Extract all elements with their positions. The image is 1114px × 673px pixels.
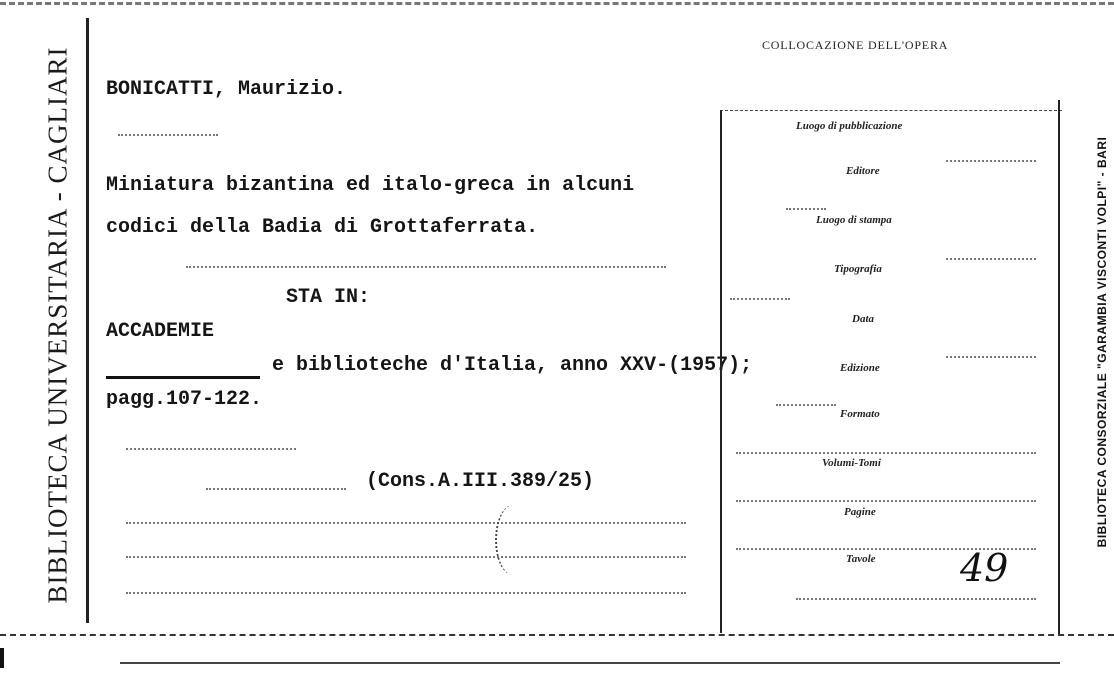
collocazione-header: COLLOCAZIONE DELL'OPERA [762, 38, 949, 52]
author: BONICATTI, Maurizio. [106, 78, 347, 101]
dotted-line [776, 404, 836, 406]
field-luogo-pubblicazione: Luogo di pubblicazione [796, 120, 903, 132]
pencil-mark [495, 505, 531, 575]
dotted-line [736, 452, 1036, 454]
journal-word: ACCADEMIE [106, 320, 215, 343]
field-editore: Editore [846, 165, 880, 177]
dotted-line [946, 160, 1036, 162]
journal-line: e biblioteche d'Italia, anno XXV-(1957); [272, 354, 753, 377]
field-luogo-stampa: Luogo di stampa [816, 214, 892, 226]
dotted-line [126, 592, 686, 594]
dotted-line [118, 134, 218, 136]
field-tipografia: Tipografia [834, 263, 882, 275]
underline-blank [106, 376, 260, 379]
pages: pagg.107-122. [106, 388, 263, 411]
handwritten-note: 49 [960, 546, 1009, 590]
dotted-line [126, 556, 686, 558]
dotted-line [946, 258, 1036, 260]
sta-in: STA IN: [286, 286, 371, 309]
field-data: Data [852, 313, 874, 325]
field-edizione: Edizione [840, 362, 880, 374]
library-stamp: BIBLIOTECA CONSORZIALE "GARAMBIA VISCONTI VOLPI" - BARI [1095, 136, 1109, 548]
box-right-border [1058, 100, 1060, 635]
bottom-border [0, 634, 1114, 636]
top-border [0, 2, 1114, 5]
field-pagine: Pagine [844, 506, 876, 518]
dotted-line [186, 266, 666, 268]
dotted-line [126, 448, 296, 450]
field-volumi-tomi: Volumi-Tomi [822, 457, 881, 469]
dotted-line [946, 356, 1036, 358]
vertical-rule [86, 18, 89, 623]
title-line-1: Miniatura bizantina ed italo-greca in alcuni [106, 174, 635, 197]
edge-mark [0, 648, 4, 668]
title-line-2: codici della Badia di Grottaferrata. [106, 216, 539, 239]
library-side-label: BIBLIOTECA UNIVERSITARIA - CAGLIARI [42, 46, 73, 604]
field-formato: Formato [840, 408, 880, 420]
dotted-line [786, 208, 826, 210]
dotted-line [206, 488, 346, 490]
right-stamp-area [1088, 100, 1114, 585]
collocazione-box [720, 110, 1062, 633]
field-tavole: Tavole [846, 553, 876, 565]
shelfmark: (Cons.A.III.389/25) [366, 470, 595, 493]
dotted-line [736, 500, 1036, 502]
bottom-rule [120, 662, 1060, 664]
dotted-line [126, 522, 686, 524]
dotted-line [730, 298, 790, 300]
dotted-line [796, 598, 1036, 600]
